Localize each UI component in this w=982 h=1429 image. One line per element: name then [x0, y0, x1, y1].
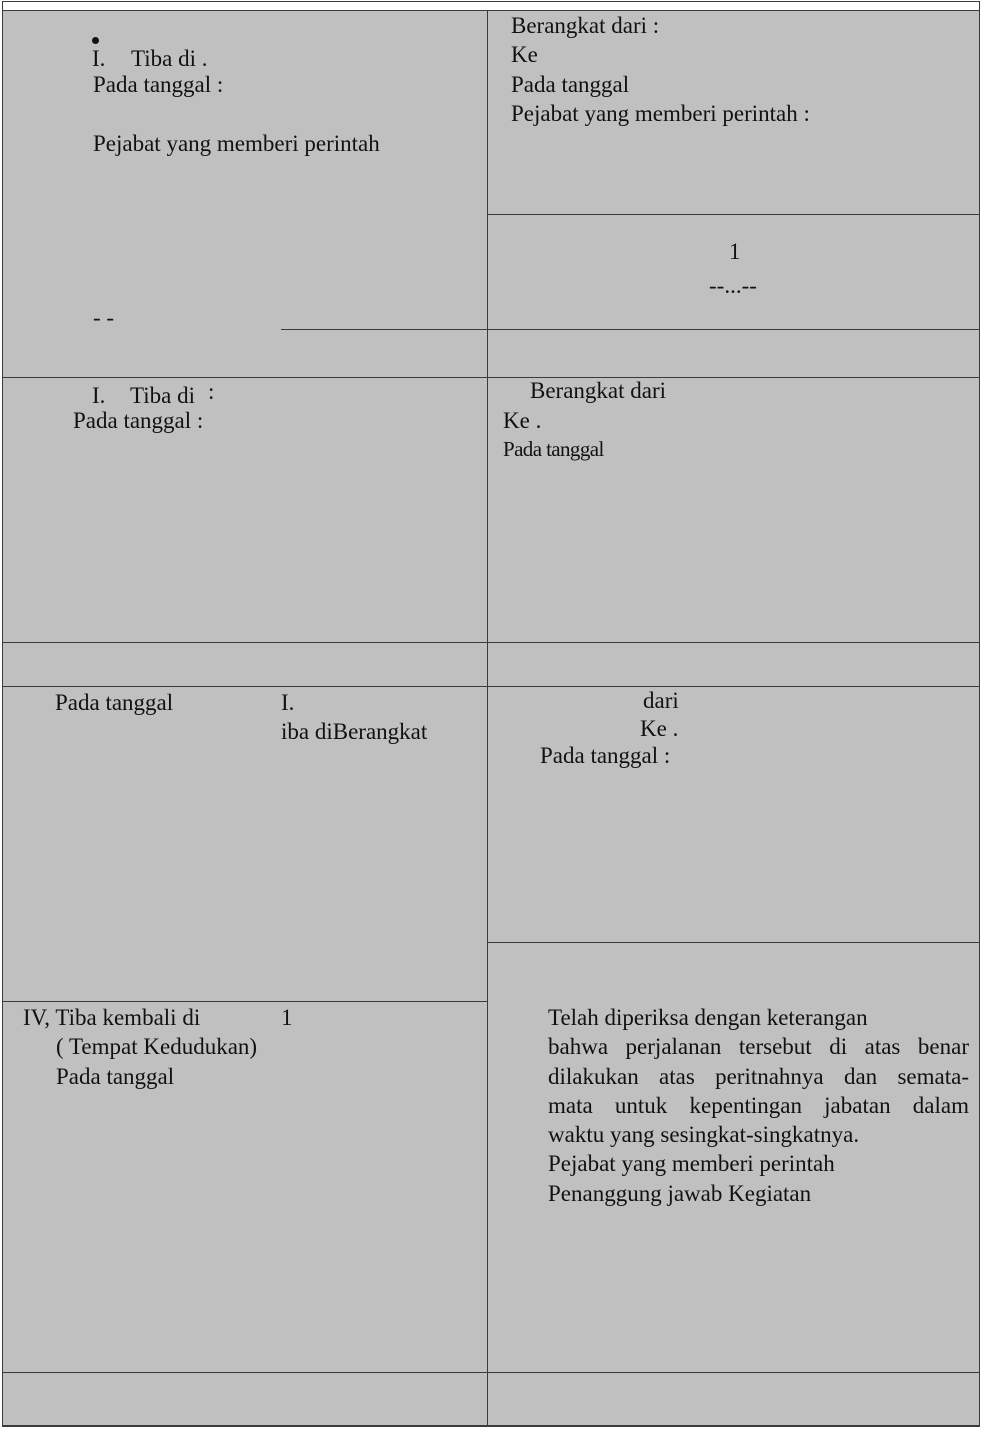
- s1-numeral: I.: [92, 46, 106, 71]
- s2-to-label: Ke .: [503, 408, 542, 433]
- s2-date-label-right: Pada tanggal: [503, 437, 604, 461]
- s2-date-label: Pada tanggal :: [73, 408, 204, 433]
- s3-arrive-depart: iba diBerangkat: [281, 719, 428, 744]
- s1-to-label: Ke: [511, 42, 538, 67]
- s4-home-base-label: ( Tempat Kedudukan): [56, 1034, 258, 1059]
- s3-date-label: Pada tanggal: [55, 690, 174, 715]
- s1-official-label: Pejabat yang memberi perintah: [93, 131, 380, 156]
- verification-paragraph: [548, 1003, 969, 1208]
- s3-to-label: Ke .: [640, 716, 679, 741]
- form-background: [3, 10, 979, 1426]
- row-line-section2: [3, 377, 979, 378]
- top-border: [3, 10, 980, 11]
- verification-person-in-charge: Penanggung jawab Kegiatan: [548, 1180, 812, 1206]
- row-line-footer: [3, 1372, 979, 1373]
- right-border: [979, 1, 980, 1427]
- s1-right-official-label: Pejabat yang memberi perintah :: [511, 101, 810, 126]
- verification-official: Pejabat yang memberi perintah: [548, 1151, 835, 1177]
- s4-return-label: IV, Tiba kembali di: [23, 1005, 201, 1030]
- row-line-section4-left: [3, 1001, 487, 1002]
- s1-arrive-label: Tiba di .: [131, 46, 208, 71]
- s3-from-label: dari: [643, 688, 679, 713]
- s3-numeral: I.: [281, 690, 295, 715]
- left-border: [2, 1, 3, 1427]
- bottom-border: [2, 1425, 980, 1427]
- s4-date-label: Pada tanggal: [56, 1064, 175, 1089]
- row-line-sign-right: [487, 329, 979, 330]
- s2-numeral: I.: [92, 383, 106, 408]
- s1-depart-from-label: Berangkat dari :: [511, 13, 660, 38]
- s1-sign-number: 1: [729, 239, 741, 264]
- s1-right-date-label: Pada tanggal: [511, 72, 630, 97]
- s3-date-label-right: Pada tanggal :: [540, 743, 671, 768]
- row-line-right-sign: [487, 214, 979, 215]
- verification-line: dilakukan atas peritnahnya dan semata-: [548, 1063, 969, 1089]
- top-border-outer: [3, 1, 980, 2]
- verification-line: Telah diperiksa dengan keterangan: [548, 1005, 868, 1030]
- row-line-section3: [3, 686, 979, 687]
- center-divider: [487, 10, 488, 1426]
- verification-line: waktu yang sesingkat-singkatnya.: [548, 1122, 860, 1148]
- s4-number: 1: [281, 1005, 293, 1030]
- s2-colon: :: [208, 379, 215, 404]
- s2-arrive-label: Tiba di: [130, 383, 195, 408]
- s1-signature-dashes: - -: [93, 305, 115, 330]
- s1-sign-dashes: --...--: [709, 273, 757, 298]
- bullet-dot: [92, 37, 99, 44]
- row-line-sign-left: [281, 329, 487, 330]
- s1-date-label: Pada tanggal :: [93, 72, 224, 97]
- verification-line: mata untuk kepentingan jabatan dalam: [548, 1092, 969, 1118]
- row-line-right-verify: [487, 942, 979, 943]
- verification-line: bahwa perjalanan tersebut di atas benar: [548, 1034, 969, 1060]
- s2-depart-from-label: Berangkat dari: [530, 378, 667, 403]
- row-line-gap2: [3, 642, 979, 643]
